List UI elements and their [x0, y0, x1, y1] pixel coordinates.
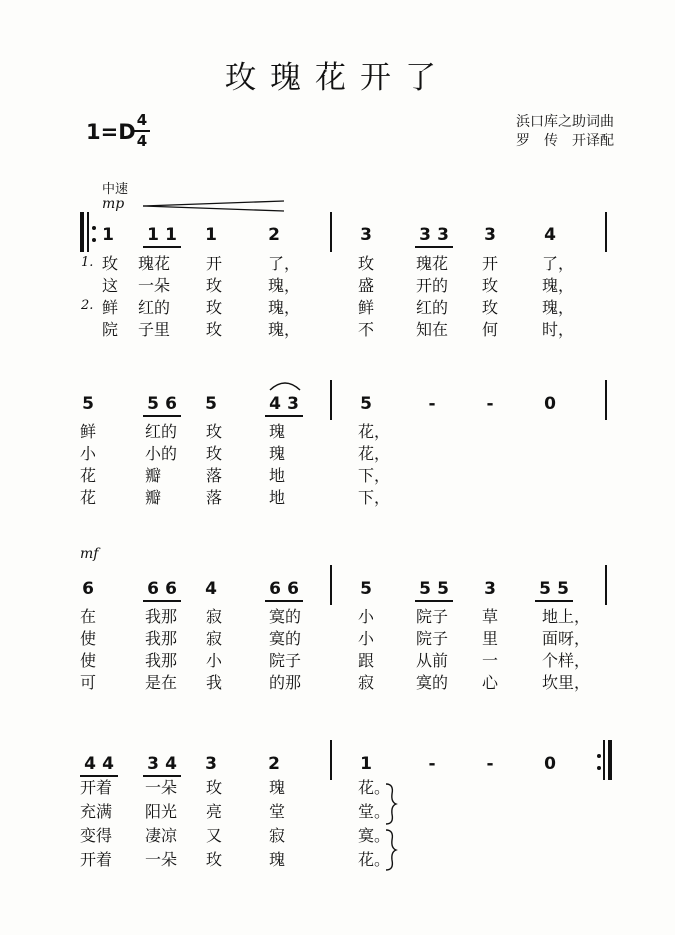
- translator-credit: 罗 传 开译配: [516, 133, 614, 149]
- time-signature-bottom: 4: [136, 132, 148, 150]
- time-signature-top: 4: [136, 111, 148, 129]
- rest: 0: [544, 394, 556, 414]
- song-sheet: 玫瑰花开了 1=D 4 4 浜口库之助词曲 罗 传 开译配 中速 mp mf 1 1 1 1 2 3 3 3 3 4 1. 2. 玫 瑰花 开 了， 玫 瑰花 开 了， 这 一朵 玫 瑰， 盛 开的 玫 瑰， 鲜 红的 玫 瑰， 鲜 红的 玫 瑰， 院 子里 玫 瑰， 不 知在 何 时， 5 5 6 5 4 3 5 - - 0 鲜 红的 玫 瑰 花， 小 小的 玫 瑰 花， 花 瓣 落 地 下， 花 瓣 落 地 下， 6 6 6 4 6 6 5 5 5 3 5 5 在 我那 寂 寞的 小 院子 草 地上， 使 我那 寂 寞的 小 院子 里 面呀， 使 我那 小 院子 跟 从前 一 个样， 可 是在 我 的那 寂 寞的 心 坎里， 4 4 3 4 3 2 1 - - 0 开着 一朵 玫 瑰 花。 充满 阳光 亮 堂 堂。 变得 凄凉 又 寂 寞。 开着 一朵 玫 瑰 花。: [0, 0, 675, 935]
- beam-line: [415, 600, 453, 602]
- key-signature: 1=D: [86, 120, 136, 144]
- barline: [605, 565, 607, 605]
- note: 1: [360, 754, 372, 774]
- dash: -: [428, 754, 436, 774]
- note: 5: [205, 394, 217, 414]
- note: 5: [539, 579, 551, 599]
- repeat-start-barline: [80, 212, 84, 252]
- barline: [330, 212, 332, 252]
- note: 3: [419, 225, 431, 245]
- decrescendo-hairpin: [143, 199, 285, 213]
- note: 6: [165, 579, 177, 599]
- note: 4: [205, 579, 217, 599]
- dash: -: [486, 754, 494, 774]
- note: 5: [557, 579, 569, 599]
- repeat-dot: [597, 766, 601, 770]
- note: 4: [544, 225, 556, 245]
- note: 1: [102, 225, 114, 245]
- rest: 0: [544, 754, 556, 774]
- beam-line: [265, 415, 303, 417]
- note: 4: [102, 754, 114, 774]
- lyric-brace: [384, 828, 398, 872]
- note: 1: [165, 225, 177, 245]
- beam-line: [143, 415, 181, 417]
- barline: [330, 565, 332, 605]
- note: 5: [419, 579, 431, 599]
- beam-line: [415, 246, 453, 248]
- repeat-dot: [92, 226, 96, 230]
- note: 5: [437, 579, 449, 599]
- note: 3: [437, 225, 449, 245]
- note: 3: [360, 225, 372, 245]
- dash: -: [486, 394, 494, 414]
- note: 2: [268, 225, 280, 245]
- note: 3: [287, 394, 299, 414]
- note: 3: [484, 579, 496, 599]
- repeat-dot: [92, 238, 96, 242]
- note: 6: [147, 579, 159, 599]
- composer-credit: 浜口库之助词曲: [516, 114, 614, 130]
- lyric-brace: [384, 782, 398, 826]
- dynamic-mp: mp: [102, 196, 125, 212]
- barline: [605, 380, 607, 420]
- barline: [330, 380, 332, 420]
- dynamic-mf: mf: [80, 546, 99, 562]
- repeat-end-thin-barline: [603, 740, 605, 780]
- note: 6: [82, 579, 94, 599]
- note: 1: [147, 225, 159, 245]
- verse-number: 2.: [81, 298, 94, 313]
- note: 3: [205, 754, 217, 774]
- beam-line: [143, 600, 181, 602]
- note: 5: [147, 394, 159, 414]
- note: 4: [84, 754, 96, 774]
- note: 6: [287, 579, 299, 599]
- note: 5: [82, 394, 94, 414]
- dash: -: [428, 394, 436, 414]
- beam-line: [535, 600, 573, 602]
- note: 5: [360, 394, 372, 414]
- repeat-dot: [597, 754, 601, 758]
- slur-arc: [268, 378, 302, 392]
- time-signature: [134, 112, 150, 150]
- note: 1: [205, 225, 217, 245]
- barline: [330, 740, 332, 780]
- note: 3: [484, 225, 496, 245]
- repeat-end-barline: [608, 740, 612, 780]
- barline: [605, 212, 607, 252]
- note: 6: [269, 579, 281, 599]
- note: 2: [268, 754, 280, 774]
- note: 3: [147, 754, 159, 774]
- note: 5: [360, 579, 372, 599]
- beam-line: [265, 600, 303, 602]
- song-title: 玫瑰花开了: [225, 60, 450, 96]
- tempo-marking: 中速: [102, 182, 129, 197]
- note: 6: [165, 394, 177, 414]
- beam-line: [143, 246, 181, 248]
- verse-number: 1.: [81, 255, 94, 270]
- note: 4: [269, 394, 281, 414]
- repeat-start-thin-barline: [87, 212, 89, 252]
- note: 4: [165, 754, 177, 774]
